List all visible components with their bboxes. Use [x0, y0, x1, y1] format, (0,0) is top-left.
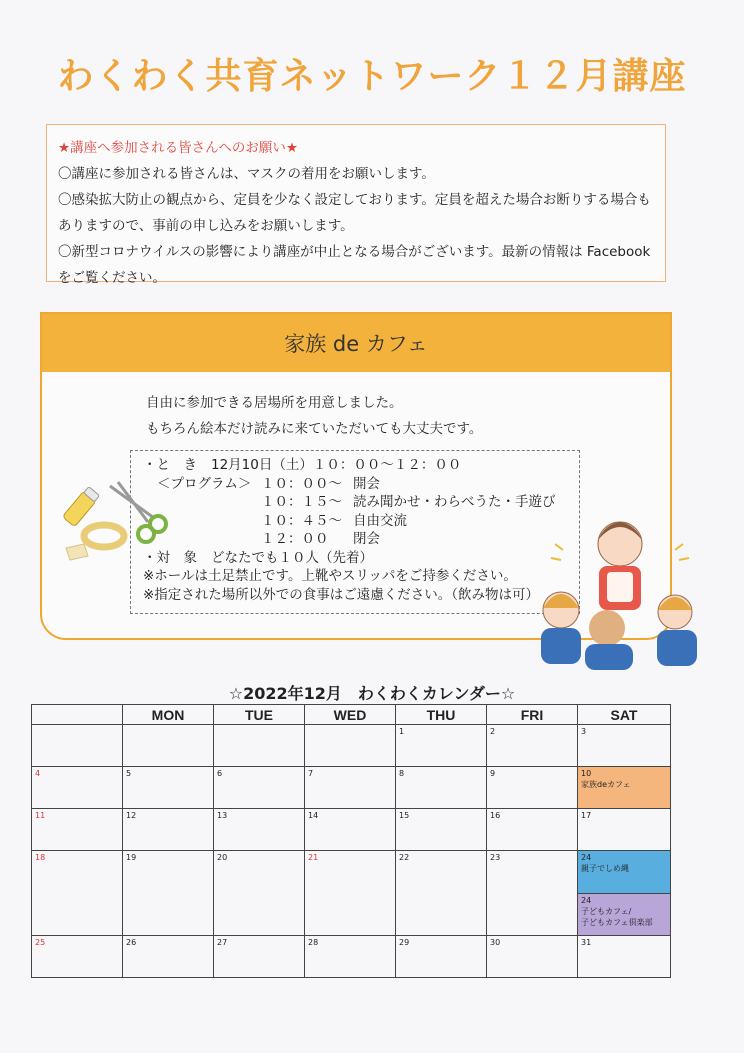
- calendar-day: 14: [305, 809, 396, 851]
- calendar-header-sat: SAT: [578, 705, 671, 725]
- notice-line: 〇感染拡大防止の観点から、定員を少なく設定しております。定員を超えた場合お断りする場合も: [58, 192, 651, 208]
- event-date: 24: [581, 896, 592, 905]
- calendar-header-tue: TUE: [214, 705, 305, 725]
- calendar-day: [32, 725, 123, 767]
- target-value: どなたでも１０人（先着）: [211, 549, 373, 566]
- event-label: 子どもカフェ倶楽部: [581, 918, 653, 927]
- date-label: ・と き: [143, 457, 197, 473]
- calendar-day: 5: [123, 767, 214, 809]
- calendar-day: 22: [396, 851, 487, 936]
- calendar-day: [123, 725, 214, 767]
- calendar-day-event: [578, 851, 671, 936]
- calendar-title: ☆2022年12月 わくわくカレンダー☆: [228, 684, 516, 703]
- calendar-header-sun: [32, 705, 123, 725]
- program-time: １０：４５～: [261, 512, 342, 529]
- page-title: わくわく共育ネットワーク１２月講座: [57, 56, 687, 97]
- program-item: 読み聞かせ・わらべうた・手遊び: [353, 494, 556, 510]
- calendar-day: 1: [396, 725, 487, 767]
- calendar-day: 21: [305, 851, 396, 936]
- program-item: 自由交流: [353, 512, 407, 529]
- cafe-intro: [146, 390, 482, 442]
- calendar-day: 4: [32, 767, 123, 809]
- program-item: 閉会: [353, 531, 380, 547]
- cafe-title: 家族 de カフェ: [42, 314, 670, 372]
- event-date: 10: [581, 769, 592, 778]
- notice-heading: ★講座へ参加される皆さんへのお願い★: [58, 140, 298, 156]
- schedule-box: [130, 450, 580, 614]
- calendar-day: 15: [396, 809, 487, 851]
- event-label: 親子でしめ縄: [581, 864, 629, 873]
- calendar-day: [214, 725, 305, 767]
- notice-box: [46, 124, 666, 286]
- calendar-header-mon: MON: [123, 705, 214, 725]
- calendar-day: 17: [578, 809, 671, 851]
- note-line: ※ホールは土足禁止です。上靴やスリッパをご持参ください。: [143, 568, 517, 584]
- calendar-header-wed: WED: [305, 705, 396, 725]
- calendar-day: 8: [396, 767, 487, 809]
- calendar-header-thu: THU: [396, 705, 487, 725]
- intro-line: 自由に参加できる居場所を用意しました。: [146, 395, 403, 411]
- target-label: ・対 象: [143, 549, 197, 566]
- event-label: 子どもカフェ/: [581, 907, 632, 916]
- calendar-day: 13: [214, 809, 305, 851]
- calendar-day: 29: [396, 936, 487, 978]
- calendar-day-event: [578, 767, 671, 809]
- program-time: １０：１５～: [261, 494, 342, 510]
- program-time: １０：００～: [261, 475, 342, 492]
- calendar-day: 2: [487, 725, 578, 767]
- calendar-day: 20: [214, 851, 305, 936]
- calendar-day: 23: [487, 851, 578, 936]
- event-date: 24: [581, 853, 592, 862]
- date-value: 12月10日（土）１０：００～１２：００: [211, 457, 462, 473]
- program-time: １２：００: [261, 531, 329, 547]
- calendar-day: 11: [32, 809, 123, 851]
- calendar-day: 28: [305, 936, 396, 978]
- calendar-day: 9: [487, 767, 578, 809]
- calendar-day: [305, 725, 396, 767]
- notice-line: をご覧ください。: [58, 270, 166, 286]
- calendar-day: 25: [32, 936, 123, 978]
- calendar-header-fri: FRI: [487, 705, 578, 725]
- calendar-day: 26: [123, 936, 214, 978]
- calendar-day: 31: [578, 936, 671, 978]
- craft-tools-illustration: [62, 478, 182, 568]
- note-line: ※指定された場所以外での食事はご遠慮ください。（飲み物は可）: [143, 586, 540, 603]
- calendar-table: [31, 704, 671, 978]
- calendar-day: 18: [32, 851, 123, 936]
- event-cafe: [578, 767, 670, 808]
- calendar-day: 3: [578, 725, 671, 767]
- event-label: 家族deカフェ: [581, 780, 631, 789]
- intro-line: もちろん絵本だけ読みに来ていただいても大丈夫です。: [146, 421, 483, 437]
- event-kids-cafe: [578, 893, 670, 935]
- event-shimenawa: [578, 851, 670, 893]
- calendar-day: 19: [123, 851, 214, 936]
- teacher-children-illustration: [525, 510, 715, 670]
- calendar-day: 6: [214, 767, 305, 809]
- program-label: ＜プログラム＞: [157, 475, 252, 492]
- calendar-day: 7: [305, 767, 396, 809]
- calendar-day: 12: [123, 809, 214, 851]
- notice-line: ありますので、事前の申し込みをお願いします。: [58, 218, 354, 234]
- calendar-day: 27: [214, 936, 305, 978]
- program-item: 開会: [353, 475, 380, 492]
- notice-line: 〇新型コロナウイルスの影響により講座が中止となる場合がございます。最新の情報は Facebook: [58, 244, 651, 260]
- calendar-day: 16: [487, 809, 578, 851]
- calendar-day: 30: [487, 936, 578, 978]
- notice-line: 〇講座に参加される皆さんは、マスクの着用をお願いします。: [58, 166, 435, 182]
